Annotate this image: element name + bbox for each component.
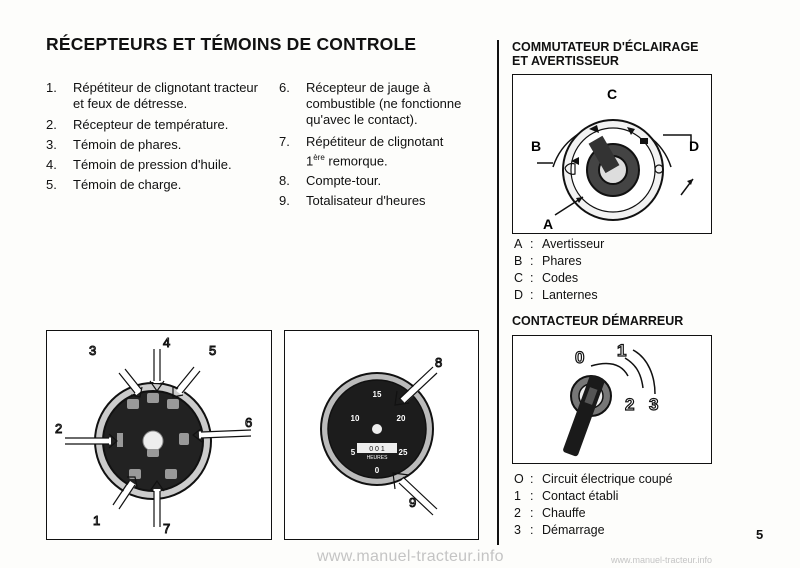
watermark-small: www.manuel-tracteur.info: [611, 555, 713, 565]
dial-number: 25: [398, 448, 408, 457]
label-b: B: [531, 138, 542, 154]
list-item: 4. Témoin de pression d'huile.: [46, 157, 232, 172]
column-divider: [497, 40, 499, 545]
watermark: www.manuel-tracteur.info: [317, 548, 504, 565]
list-item: 5. Témoin de charge.: [46, 177, 182, 192]
dial-number: 20: [396, 414, 406, 423]
legend-row: 3 : Démarrage: [514, 523, 605, 537]
list-item: 1. Répétiteur de clignotant tracteur et feux de détresse.: [46, 80, 258, 111]
heures-label: HEURES: [366, 455, 388, 461]
callout-7: 7: [163, 521, 171, 536]
page-title: RÉCEPTEURS ET TÉMOINS DE CONTROLE: [46, 34, 417, 54]
list-right: [279, 80, 494, 209]
starter-title: CONTACTEUR DÉMARREUR: [512, 314, 684, 328]
dial-number: 10: [350, 414, 360, 423]
callout-3: 3: [89, 343, 97, 358]
callout-4: 4: [163, 335, 171, 350]
lighting-switch-dial: [537, 120, 693, 220]
callout-5: 5: [209, 343, 217, 358]
hour-counter: 0 0 1: [369, 446, 385, 453]
callout-8: 8: [435, 355, 443, 370]
lighting-title: COMMUTATEUR D'ÉCLAIRAGE ET AVERTISSEUR: [512, 40, 699, 68]
dial-number: 5: [350, 448, 356, 457]
starter-legend: [514, 471, 673, 539]
list-item: 2. Récepteur de température.: [46, 117, 229, 132]
list-item: 9. Totalisateur d'heures: [279, 193, 426, 209]
list-item: 7. Répétiteur de clignotant 1ère remorque.: [279, 134, 444, 169]
dial-number: 15: [372, 390, 382, 399]
list-item: 8. Compte-tour.: [279, 173, 382, 189]
lighting-switch-diagram: [512, 74, 712, 234]
list-item: 3. Témoin de phares.: [46, 137, 182, 152]
label-a: A: [543, 216, 554, 232]
callout-6: 6: [245, 415, 253, 430]
legend-row: D : Lanternes: [514, 288, 598, 302]
warning-lights-diagram: [46, 330, 272, 540]
callout-9: 9: [409, 495, 417, 510]
legend-row: 2 : Chauffe: [514, 506, 586, 520]
callout-2: 2: [55, 421, 63, 436]
warning-cluster: [95, 383, 211, 499]
starter-label-2: 2: [625, 395, 635, 414]
page-number: 5: [756, 527, 764, 542]
starter-switch-diagram: [512, 335, 712, 464]
list-left: [46, 80, 276, 193]
starter-label-3: 3: [649, 395, 659, 414]
callout-1: 1: [93, 513, 101, 528]
legend-row: B : Phares: [514, 254, 582, 268]
tachometer-diagram: [284, 330, 479, 540]
legend-row: 1 : Contact établi: [514, 489, 619, 503]
lighting-legend: [514, 236, 604, 304]
starter-label-1: 1: [617, 341, 627, 360]
dial-number: 0: [374, 466, 380, 475]
list-item: 6. Récepteur de jauge à combustible (ne fonctionne qu'avec le contact).: [279, 80, 462, 127]
legend-row: A : Avertisseur: [514, 237, 605, 251]
legend-row: O : Circuit électrique coupé: [514, 472, 673, 486]
label-c: C: [607, 86, 618, 102]
label-d: D: [689, 138, 700, 154]
legend-row: C : Codes: [514, 271, 579, 285]
starter-label-0: 0: [575, 348, 585, 367]
